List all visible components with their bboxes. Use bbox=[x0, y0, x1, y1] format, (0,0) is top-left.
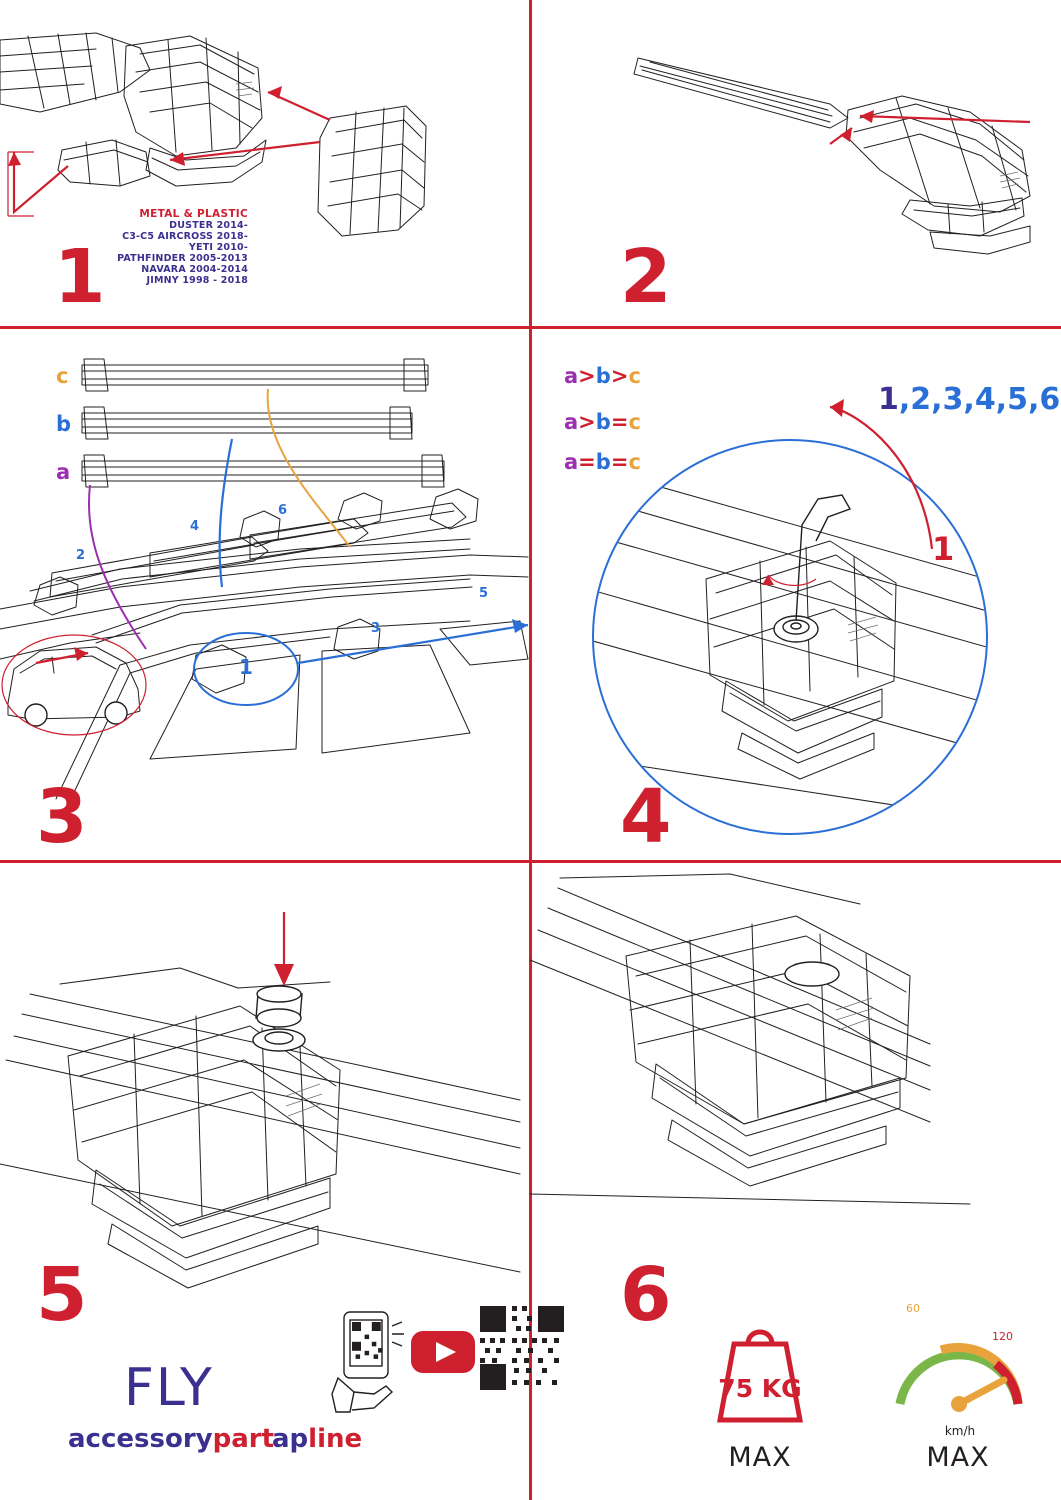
compat-item-0: DUSTER 2014- bbox=[169, 220, 248, 231]
equation-0: a>b>c bbox=[564, 364, 641, 388]
youtube-icon[interactable] bbox=[410, 1328, 476, 1376]
gauge-max-label: 120 bbox=[992, 1330, 1013, 1343]
max-speed-caption: MAX bbox=[926, 1442, 990, 1473]
step-5-number: 5 bbox=[36, 1252, 88, 1338]
step-6-number: 6 bbox=[620, 1252, 672, 1338]
equation-1: a>b=c bbox=[564, 410, 641, 434]
max-load-caption: MAX bbox=[728, 1442, 792, 1473]
compat-item-1: C3-C5 AIRCROSS 2018- bbox=[122, 231, 248, 242]
step5-illustration bbox=[0, 864, 530, 1284]
gauge-min-label: 60 bbox=[906, 1302, 920, 1315]
step6-illustration bbox=[530, 864, 1061, 1284]
callout-number-1-step4: 1 bbox=[932, 530, 955, 568]
compat-item-3: PATHFINDER 2005-2013 bbox=[117, 253, 248, 264]
bolt-number-6: 6 bbox=[278, 503, 288, 518]
qr-code-icon[interactable] bbox=[480, 1306, 564, 1390]
bar-label-b: b bbox=[56, 412, 72, 436]
compat-item-4: NAVARA 2004-2014 bbox=[141, 264, 248, 275]
brand-apline bbox=[272, 1424, 362, 1454]
max-load-value: 75 KG bbox=[718, 1374, 802, 1403]
callout-number-1-step3: 1 bbox=[239, 655, 253, 679]
compat-item-2: YETI 2010- bbox=[188, 242, 248, 253]
compat-item-5: JIMNY 1998 - 2018 bbox=[146, 275, 248, 286]
compat-title: METAL & PLASTIC bbox=[139, 208, 248, 220]
step-2-number: 2 bbox=[620, 234, 672, 320]
tighten-sequence: 1,2,3,4,5,6 bbox=[878, 382, 1061, 417]
bolt-number-5: 5 bbox=[479, 586, 489, 601]
brand-part-text: part bbox=[212, 1424, 275, 1454]
step-1-number: 1 bbox=[54, 234, 106, 320]
brand-accessorypart bbox=[68, 1424, 274, 1454]
compatibility-list bbox=[0, 208, 248, 286]
brand-line-text: line bbox=[308, 1424, 363, 1454]
step-3-number: 3 bbox=[36, 774, 88, 860]
speed-unit-label: km/h bbox=[944, 1424, 976, 1438]
bar-label-a: a bbox=[56, 460, 71, 484]
fly-wordmark: FLY bbox=[124, 1358, 214, 1418]
bolt-number-4: 4 bbox=[190, 519, 200, 534]
weight-icon bbox=[690, 1300, 830, 1440]
brand-ap-text: ap bbox=[272, 1424, 309, 1454]
step-4-number: 4 bbox=[620, 774, 672, 860]
bolt-number-3: 3 bbox=[371, 621, 381, 636]
brand-accessory-text: accessory bbox=[68, 1424, 213, 1454]
bar-label-c: c bbox=[56, 364, 69, 388]
bolt-number-2: 2 bbox=[76, 548, 86, 563]
hand-holding-phone-qr-icon bbox=[330, 1308, 420, 1418]
equation-2: a=b=c bbox=[564, 450, 641, 474]
step2-illustration bbox=[530, 0, 1061, 326]
speedometer-icon bbox=[884, 1308, 1034, 1428]
